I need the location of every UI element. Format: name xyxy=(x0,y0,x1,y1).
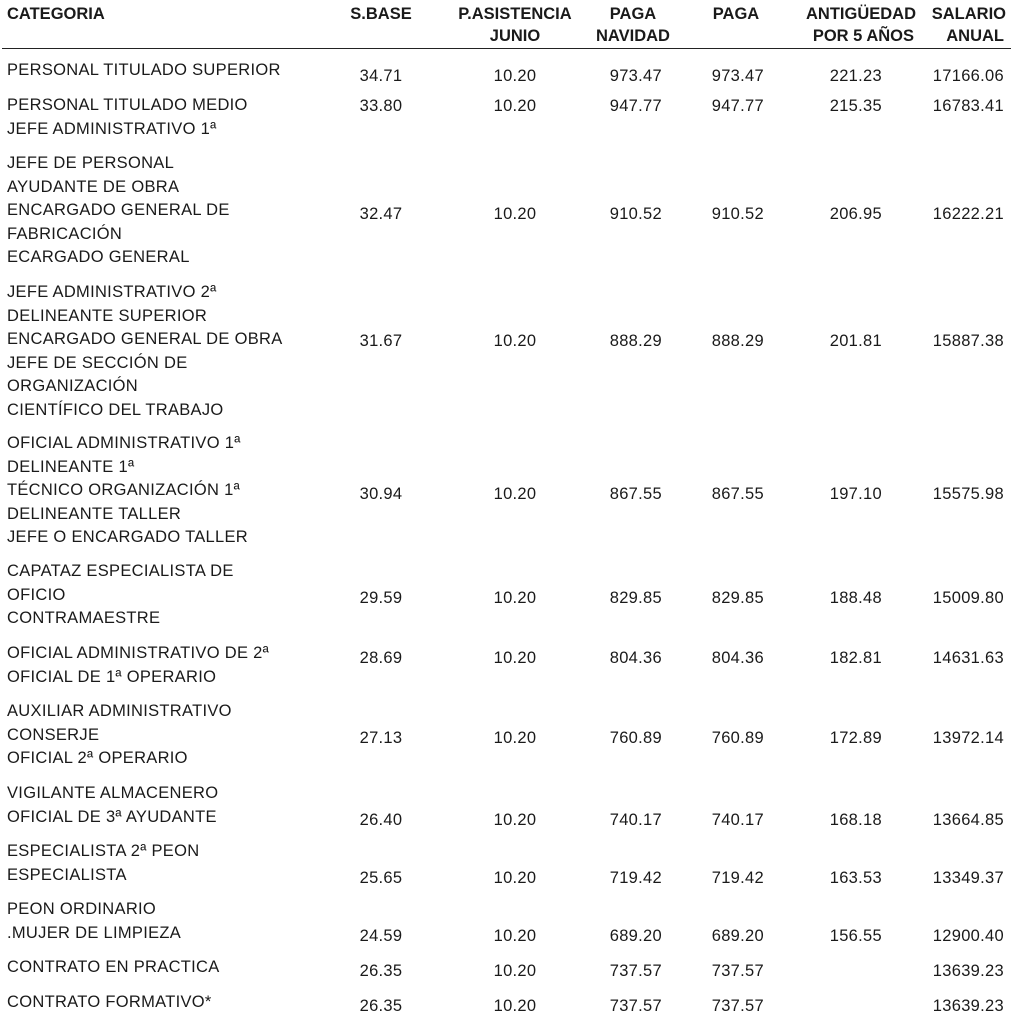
categoria-line: DELINEANTE 1ª xyxy=(7,457,135,476)
paga-navidad-cell: 737.57 xyxy=(609,997,662,1015)
paga-cell: 910.52 xyxy=(711,205,764,223)
categoria-line: TÉCNICO ORGANIZACIÓN 1ª xyxy=(7,481,241,499)
categoria-line: ENCARGADO GENERAL DE xyxy=(7,201,230,219)
paga-cell: 973.47 xyxy=(711,67,764,85)
antiguedad-cell: 168.18 xyxy=(829,811,882,829)
paga-cell: 737.57 xyxy=(711,997,764,1015)
categoria-line: CONTRAMAESTRE xyxy=(7,609,161,627)
p-asistencia-cell: 10.20 xyxy=(493,97,537,115)
categoria-line: .MUJER DE LIMPIEZA xyxy=(7,923,182,942)
categoria-line: ESPECIALISTA xyxy=(7,865,127,884)
paga-navidad-cell: 829.85 xyxy=(609,589,662,607)
categoria-cell xyxy=(7,991,212,1015)
s-base-cell: 31.67 xyxy=(359,332,403,350)
salario-anual-cell: 15887.38 xyxy=(932,332,1004,350)
categoria-line: PERSONAL TITULADO MEDIO xyxy=(7,96,248,114)
header-s-base: S.BASE xyxy=(350,5,412,23)
header-categoria: CATEGORIA xyxy=(7,5,105,23)
paga-cell: 689.20 xyxy=(711,927,764,945)
categoria-cell xyxy=(7,700,232,771)
categoria-cell xyxy=(7,782,218,829)
header-p-asistencia-junio: JUNIO xyxy=(489,27,541,45)
s-base-cell: 32.47 xyxy=(359,205,403,223)
categoria-line: ORGANIZACIÓN xyxy=(7,377,139,395)
header-antiguedad: ANTIGÜEDAD xyxy=(806,5,916,23)
paga-cell: 719.42 xyxy=(711,869,764,887)
categoria-cell xyxy=(7,152,230,270)
categoria-line: JEFE ADMINISTRATIVO 2ª xyxy=(7,283,217,301)
antiguedad-cell: 215.35 xyxy=(829,97,882,115)
p-asistencia-cell: 10.20 xyxy=(493,589,537,607)
p-asistencia-cell: 10.20 xyxy=(493,962,537,980)
p-asistencia-cell: 10.20 xyxy=(493,67,537,85)
salario-anual-cell: 14631.63 xyxy=(932,649,1004,667)
antiguedad-cell: 182.81 xyxy=(829,649,882,667)
categoria-line: ENCARGADO GENERAL DE OBRA xyxy=(7,330,283,348)
paga-cell: 740.17 xyxy=(711,811,764,829)
categoria-line: CONTRATO EN PRACTICA xyxy=(7,958,220,976)
s-base-cell: 30.94 xyxy=(359,485,403,503)
header-antiguedad-2: POR 5 AÑOS xyxy=(812,27,914,45)
paga-cell: 804.36 xyxy=(711,649,764,667)
s-base-cell: 25.65 xyxy=(359,869,403,887)
header-divider xyxy=(2,48,1011,49)
header-paga-navidad-2: NAVIDAD xyxy=(596,27,670,45)
categoria-line: DELINEANTE SUPERIOR xyxy=(7,306,208,325)
salario-anual-cell: 13972.14 xyxy=(932,729,1004,747)
categoria-cell xyxy=(7,956,220,980)
categoria-line: OFICIAL DE 1ª OPERARIO xyxy=(7,667,217,686)
categoria-line: DELINEANTE TALLER xyxy=(7,504,182,523)
antiguedad-cell: 201.81 xyxy=(829,332,882,350)
header-salario-anual-2: ANUAL xyxy=(946,27,1004,45)
paga-navidad-cell: 973.47 xyxy=(609,67,662,85)
categoria-cell xyxy=(7,94,248,141)
salario-anual-cell: 13664.85 xyxy=(932,811,1004,829)
p-asistencia-cell: 10.20 xyxy=(493,927,537,945)
paga-cell: 829.85 xyxy=(711,589,764,607)
salario-anual-cell: 13639.23 xyxy=(932,962,1004,980)
categoria-line: OFICIAL ADMINISTRATIVO DE 2ª xyxy=(7,644,270,662)
categoria-cell xyxy=(7,432,248,550)
categoria-line: PERSONAL TITULADO SUPERIOR xyxy=(7,61,281,79)
categoria-line: OFICIO xyxy=(7,585,66,604)
paga-navidad-cell: 740.17 xyxy=(609,811,662,829)
categoria-line: AUXILIAR ADMINISTRATIVO xyxy=(7,702,232,720)
header-p-asistencia: P.ASISTENCIA xyxy=(458,5,572,23)
categoria-line: JEFE DE PERSONAL xyxy=(7,154,175,172)
categoria-line: FABRICACIÓN xyxy=(7,224,123,243)
categoria-line: CONTRATO FORMATIVO* xyxy=(7,993,212,1011)
categoria-cell xyxy=(7,642,269,689)
paga-navidad-cell: 947.77 xyxy=(609,97,662,115)
salario-anual-cell: 15575.98 xyxy=(932,485,1004,503)
s-base-cell: 33.80 xyxy=(359,97,403,115)
categoria-line: CONSERJE xyxy=(7,725,100,744)
s-base-cell: 24.59 xyxy=(359,927,403,945)
paga-navidad-cell: 888.29 xyxy=(609,332,662,350)
paga-navidad-cell: 910.52 xyxy=(609,205,662,223)
paga-cell: 867.55 xyxy=(711,485,764,503)
categoria-line: OFICIAL ADMINISTRATIVO 1ª xyxy=(7,434,241,452)
p-asistencia-cell: 10.20 xyxy=(493,332,537,350)
categoria-line: CAPATAZ ESPECIALISTA DE xyxy=(7,562,234,580)
paga-navidad-cell: 737.57 xyxy=(609,962,662,980)
antiguedad-cell: 206.95 xyxy=(829,205,882,223)
categoria-cell xyxy=(7,560,234,631)
categoria-line: PEON ORDINARIO xyxy=(7,900,157,918)
table-header xyxy=(0,0,1019,49)
s-base-cell: 29.59 xyxy=(359,589,403,607)
antiguedad-cell: 172.89 xyxy=(829,729,882,747)
paga-cell: 947.77 xyxy=(711,97,764,115)
categoria-line: VIGILANTE ALMACENERO xyxy=(7,784,219,802)
categoria-line: AYUDANTE DE OBRA xyxy=(7,177,180,196)
categoria-line: ECARGADO GENERAL xyxy=(7,248,190,266)
s-base-cell: 26.35 xyxy=(359,997,403,1015)
categoria-line: JEFE O ENCARGADO TALLER xyxy=(7,528,249,546)
categoria-cell xyxy=(7,898,181,945)
paga-cell: 888.29 xyxy=(711,332,764,350)
salario-anual-cell: 16222.21 xyxy=(932,205,1004,223)
salario-anual-cell: 12900.40 xyxy=(932,927,1004,945)
p-asistencia-cell: 10.20 xyxy=(493,811,537,829)
categoria-line: CIENTÍFICO DEL TRABAJO xyxy=(7,400,224,419)
s-base-cell: 27.13 xyxy=(359,729,403,747)
p-asistencia-cell: 10.20 xyxy=(493,997,537,1015)
p-asistencia-cell: 10.20 xyxy=(493,729,537,747)
p-asistencia-cell: 10.20 xyxy=(493,649,537,667)
paga-navidad-cell: 867.55 xyxy=(609,485,662,503)
header-paga: PAGA xyxy=(712,5,760,23)
paga-navidad-cell: 719.42 xyxy=(609,869,662,887)
salario-anual-cell: 16783.41 xyxy=(932,97,1004,115)
p-asistencia-cell: 10.20 xyxy=(493,869,537,887)
categoria-line: JEFE ADMINISTRATIVO 1ª xyxy=(7,119,217,138)
antiguedad-cell: 163.53 xyxy=(829,869,882,887)
antiguedad-cell: 188.48 xyxy=(829,589,882,607)
categoria-line: OFICIAL DE 3ª AYUDANTE xyxy=(7,807,217,826)
salario-anual-cell: 17166.06 xyxy=(932,67,1004,85)
categoria-cell xyxy=(7,59,281,83)
categoria-cell xyxy=(7,281,283,422)
salario-anual-cell: 15009.80 xyxy=(932,589,1004,607)
salario-anual-cell: 13349.37 xyxy=(932,869,1004,887)
categoria-line: OFICIAL 2ª OPERARIO xyxy=(7,749,188,767)
categoria-cell xyxy=(7,840,199,887)
categoria-line: ESPECIALISTA 2ª PEON xyxy=(7,842,200,860)
salario-anual-cell: 13639.23 xyxy=(932,997,1004,1015)
antiguedad-cell: 156.55 xyxy=(829,927,882,945)
header-salario-anual: SALARIO xyxy=(931,5,1006,23)
header-paga-navidad: PAGA xyxy=(609,5,657,23)
paga-cell: 760.89 xyxy=(711,729,764,747)
categoria-line: JEFE DE SECCIÓN DE xyxy=(7,353,188,372)
s-base-cell: 34.71 xyxy=(359,67,403,85)
paga-cell: 737.57 xyxy=(711,962,764,980)
paga-navidad-cell: 760.89 xyxy=(609,729,662,747)
antiguedad-cell: 197.10 xyxy=(829,485,882,503)
p-asistencia-cell: 10.20 xyxy=(493,205,537,223)
s-base-cell: 26.40 xyxy=(359,811,403,829)
s-base-cell: 26.35 xyxy=(359,962,403,980)
antiguedad-cell: 221.23 xyxy=(829,67,882,85)
s-base-cell: 28.69 xyxy=(359,649,403,667)
p-asistencia-cell: 10.20 xyxy=(493,485,537,503)
paga-navidad-cell: 804.36 xyxy=(609,649,662,667)
paga-navidad-cell: 689.20 xyxy=(609,927,662,945)
